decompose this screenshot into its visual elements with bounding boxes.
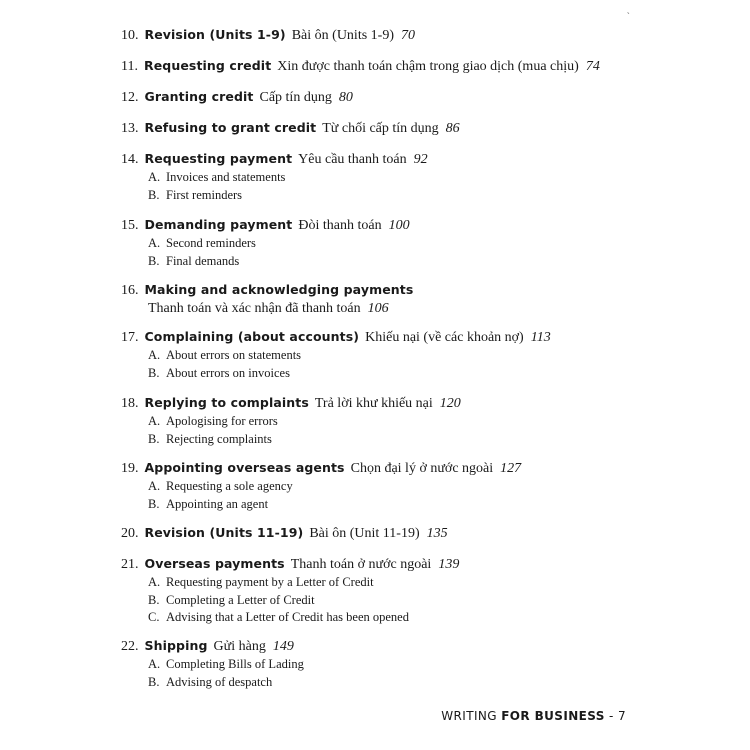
page-footer bbox=[441, 709, 626, 723]
subentry-text: Final demands bbox=[166, 253, 240, 268]
subentry-letter: A. bbox=[148, 170, 161, 184]
entry-title: Overseas payments bbox=[144, 556, 285, 571]
entry-title: Appointing overseas agents bbox=[144, 460, 345, 475]
entry-title-vi: Đòi thanh toán bbox=[298, 218, 382, 233]
subentry bbox=[121, 496, 681, 514]
subentry-letter: C. bbox=[148, 610, 160, 624]
entry-page: 127 bbox=[500, 461, 522, 476]
subentry-letter: B. bbox=[148, 187, 160, 202]
entry-number: 10. bbox=[121, 28, 139, 43]
subentry bbox=[121, 365, 681, 383]
entry-title-vi: Gửi hàng bbox=[213, 639, 266, 654]
subentry-letter: A. bbox=[148, 575, 161, 589]
subentry-text: About errors on statements bbox=[166, 348, 302, 362]
entry-title-vi: Bài ôn (Unit 11-19) bbox=[309, 526, 420, 541]
subentry-letter: B. bbox=[148, 496, 160, 511]
subentry-text: First reminders bbox=[166, 187, 243, 202]
subentry-letter: B. bbox=[148, 592, 160, 607]
subentry bbox=[121, 674, 681, 692]
toc-entry[interactable] bbox=[121, 281, 681, 318]
subentry-text: Completing Bills of Lading bbox=[166, 657, 304, 671]
subentry bbox=[121, 169, 681, 187]
entry-number: 22. bbox=[121, 639, 139, 654]
entry-number: 13. bbox=[121, 121, 139, 136]
entry-number: 16. bbox=[121, 283, 139, 298]
toc-entry[interactable] bbox=[121, 150, 681, 204]
toc-entry[interactable] bbox=[121, 328, 681, 382]
footer-prefix: WRITING bbox=[441, 709, 502, 723]
entry-page: 139 bbox=[438, 557, 460, 572]
entry-page: 74 bbox=[585, 59, 600, 74]
toc-entry[interactable] bbox=[121, 26, 681, 45]
subentry-text: Second reminders bbox=[166, 236, 256, 250]
subentry-text: Advising that a Letter of Credit has been opened bbox=[166, 610, 409, 624]
entry-title: Requesting payment bbox=[144, 151, 293, 166]
entry-title-vi: Cấp tín dụng bbox=[259, 90, 332, 105]
entry-number: 21. bbox=[121, 557, 139, 572]
toc-entry[interactable] bbox=[121, 637, 681, 691]
toc-entry[interactable] bbox=[121, 57, 681, 76]
entry-page: 120 bbox=[439, 396, 461, 411]
entry-number: 18. bbox=[121, 396, 139, 411]
entry-page: 86 bbox=[445, 121, 460, 136]
entry-title-vi: Thanh toán ở nước ngoài bbox=[290, 557, 432, 572]
entry-title-vi: Yêu cầu thanh toán bbox=[298, 152, 407, 167]
subentry-text: Appointing an agent bbox=[166, 496, 269, 511]
entry-title: Shipping bbox=[144, 638, 208, 653]
entry-title-vi: Bài ôn (Units 1-9) bbox=[291, 28, 394, 43]
subentry-letter: B. bbox=[148, 674, 160, 689]
entry-title-vi: Xin được thanh toán chậm trong giao dịch (mua chịu) bbox=[277, 59, 579, 74]
entry-number: 15. bbox=[121, 218, 139, 233]
footer-page-number: - 7 bbox=[604, 709, 626, 723]
toc-entry[interactable] bbox=[121, 88, 681, 107]
entry-page: 106 bbox=[367, 301, 389, 316]
subentry-text: Rejecting complaints bbox=[166, 431, 272, 446]
entry-title-vi: Trả lời khư khiếu nại bbox=[314, 396, 433, 411]
entry-page: 135 bbox=[426, 526, 448, 541]
subentry-letter: B. bbox=[148, 253, 160, 268]
entry-page: 113 bbox=[530, 330, 551, 345]
entry-page: 70 bbox=[400, 28, 415, 43]
subentry bbox=[121, 478, 681, 496]
entry-title: Replying to complaints bbox=[144, 395, 309, 410]
subentry-text: About errors on invoices bbox=[166, 365, 290, 380]
entry-page: 80 bbox=[338, 90, 353, 105]
subentry bbox=[121, 347, 681, 365]
entry-number: 20. bbox=[121, 526, 139, 541]
subentry-text: Completing a Letter of Credit bbox=[166, 592, 315, 607]
subentry-text: Requesting a sole agency bbox=[166, 479, 293, 493]
subentry-text: Advising of despatch bbox=[166, 674, 273, 689]
subentry bbox=[121, 574, 681, 592]
subentry bbox=[121, 656, 681, 674]
entry-title-vi: Thanh toán và xác nhận đã thanh toán bbox=[148, 301, 361, 316]
entry-page: 100 bbox=[388, 218, 410, 233]
toc-entry[interactable] bbox=[121, 555, 681, 627]
entry-title: Complaining (about accounts) bbox=[144, 329, 360, 344]
subentry-letter: A. bbox=[148, 414, 161, 428]
entry-title: Revision (Units 11-19) bbox=[144, 525, 304, 540]
subentry bbox=[121, 253, 681, 271]
subentry-letter: A. bbox=[148, 479, 161, 493]
subentry bbox=[121, 609, 681, 627]
toc-entry[interactable] bbox=[121, 119, 681, 138]
subentry-letter: B. bbox=[148, 365, 160, 380]
subentry-letter: B. bbox=[148, 431, 160, 446]
entry-number: 19. bbox=[121, 461, 139, 476]
entry-page: 92 bbox=[413, 152, 428, 167]
subentry bbox=[121, 592, 681, 610]
entry-page: 149 bbox=[272, 639, 294, 654]
entry-number: 17. bbox=[121, 330, 139, 345]
entry-title: Granting credit bbox=[144, 89, 254, 104]
entry-number: 14. bbox=[121, 152, 139, 167]
entry-title-vi: Chọn đại lý ở nước ngoài bbox=[350, 461, 494, 476]
subentry-letter: A. bbox=[148, 348, 161, 362]
entry-title: Revision (Units 1-9) bbox=[144, 27, 286, 42]
toc-entry[interactable] bbox=[121, 459, 681, 513]
entry-title-vi: Khiếu nại (về các khoản nợ) bbox=[365, 330, 524, 345]
entry-title: Making and acknowledging payments bbox=[144, 282, 414, 297]
subentry bbox=[121, 431, 681, 449]
subentry-text: Apologising for errors bbox=[166, 414, 278, 428]
subentry bbox=[121, 187, 681, 205]
entry-title: Requesting credit bbox=[143, 58, 272, 73]
subentry-text: Requesting payment by a Letter of Credit bbox=[166, 575, 374, 589]
subentry-letter: A. bbox=[148, 657, 161, 671]
entry-number: 11. bbox=[121, 59, 138, 74]
entry-second-line bbox=[121, 300, 681, 318]
toc-entry[interactable] bbox=[121, 216, 681, 270]
entry-title: Demanding payment bbox=[144, 217, 293, 232]
entry-title-vi: Từ chối cấp tín dụng bbox=[322, 121, 439, 136]
toc-entry[interactable] bbox=[121, 394, 681, 448]
subentry-letter: A. bbox=[148, 236, 161, 250]
subentry bbox=[121, 413, 681, 431]
entry-number: 12. bbox=[121, 90, 139, 105]
subentry-text: Invoices and statements bbox=[166, 170, 286, 184]
entry-title: Refusing to grant credit bbox=[144, 120, 317, 135]
footer-strong: FOR BUSINESS bbox=[501, 709, 605, 723]
corner-mark: ` bbox=[626, 12, 630, 23]
toc-entry[interactable] bbox=[121, 524, 681, 543]
subentry bbox=[121, 235, 681, 253]
